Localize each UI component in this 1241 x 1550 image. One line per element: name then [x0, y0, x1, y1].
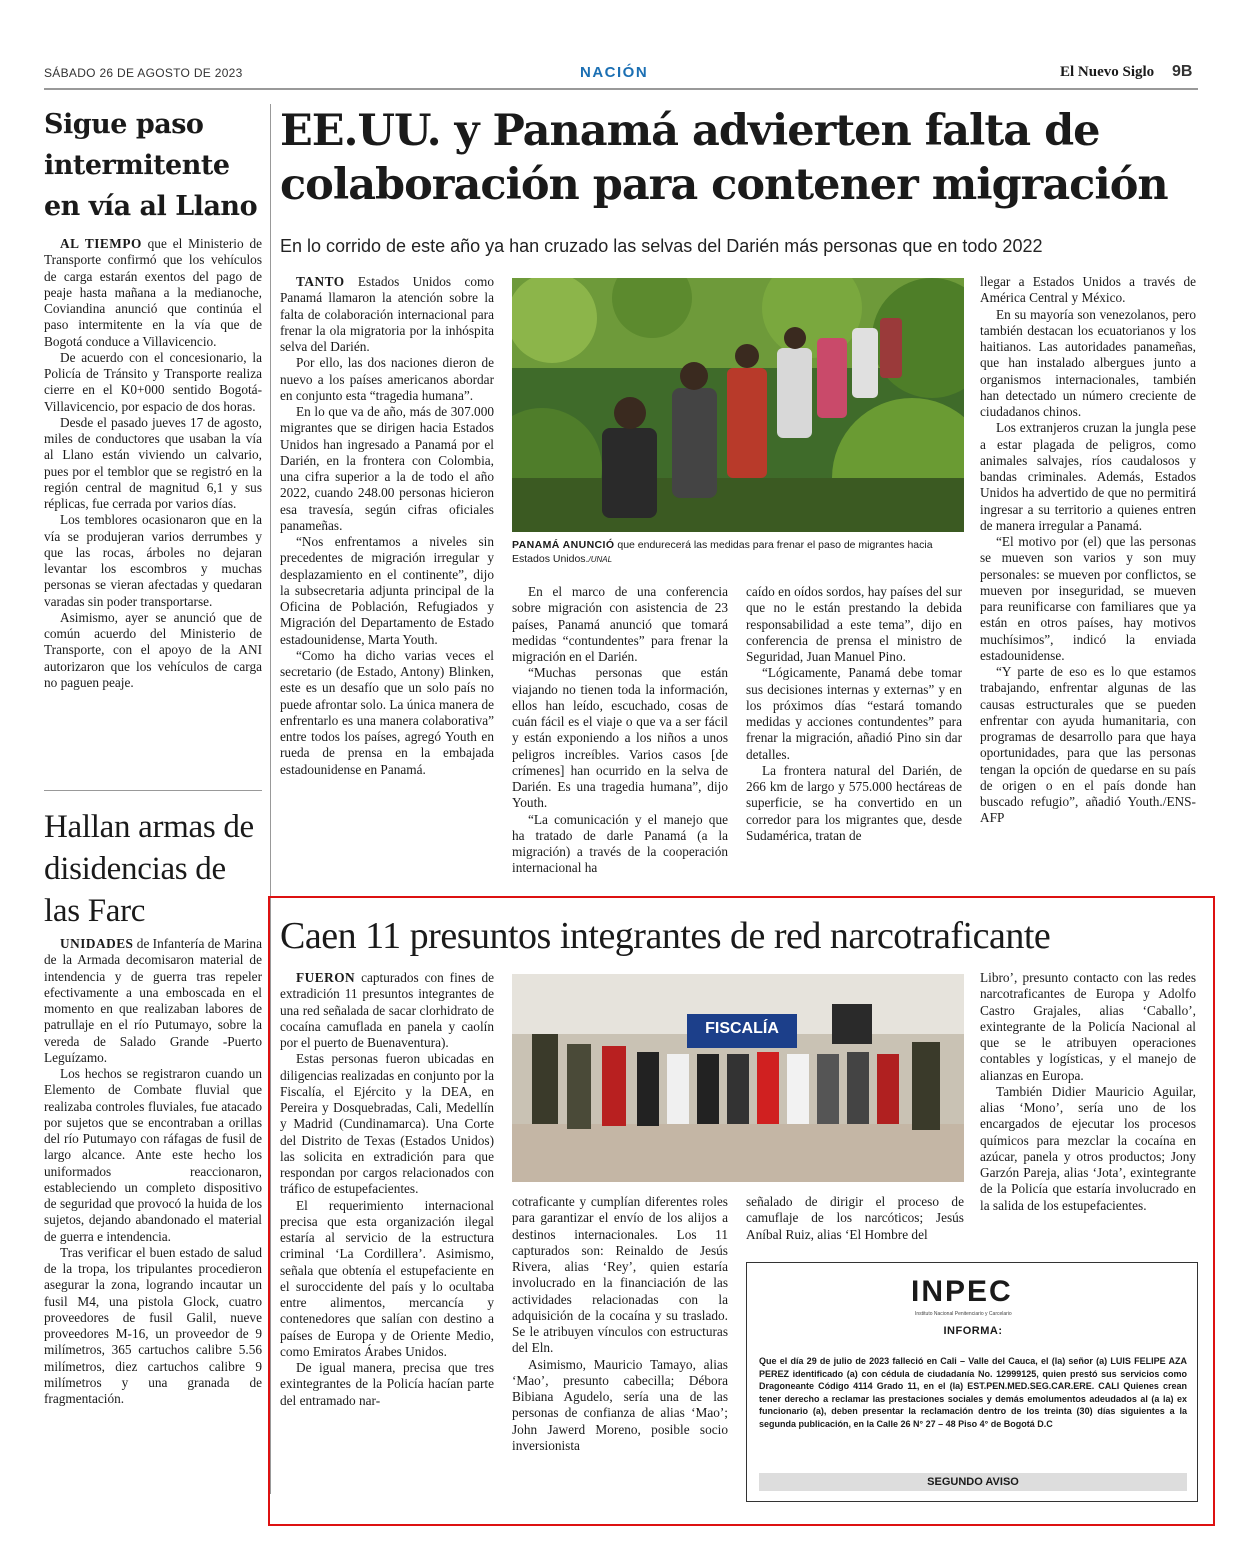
paragraph: De acuerdo con el concesionario, la Policía de Tránsito y Transporte realiza cierre en el K0+000 sentido Bogotá-Villavicencio, por espacio de dos horas. — [44, 349, 262, 414]
paragraph: “El motivo por (el) que las personas se mueven son varios y son muy personales: se mueven por conflictos, se mueven por inseguridad, se mueven para reunificarse con familiares que ya están en otros países, hay motivos muchísimos”, indicó la enviada estadounidense. — [980, 534, 1196, 663]
paragraph: De igual manera, precisa que tres exintegrantes de la Policía hacían parte del entramado nar- — [280, 1360, 494, 1408]
header-rule — [44, 88, 1198, 90]
caption-lead: PANAMÁ ANUNCIÓ — [512, 539, 615, 551]
newspaper-brand: El Nuevo Siglo — [1060, 64, 1155, 80]
paragraph: En su mayoría son venezolanos, pero también destacan los ecuatorianos y los haitianos. Las autoridades panameñas, que han instalado albergues junto a organismos internacionales, también han detectado un número creciente de ciudadanos chinos. — [980, 306, 1196, 419]
inpec-logo-subtitle: Instituto Nacional Penitenciario y Carcelario — [915, 1311, 1012, 1317]
paragraph: capturados con fines de extradición 11 presuntos integrantes de una red señalada de sacar clorhidrato de cocaína camuflada en panela y caolín por el puerto de Buenaventura). — [280, 970, 494, 1050]
main-headline: EE.UU. y Panamá advierten falta de colaboración para contener migración — [280, 106, 1168, 210]
story-headline: Caen 11 presuntos integrantes de red narcotraficante — [280, 915, 1051, 957]
main-subheadline: En lo corrido de este año ya han cruzado las selvas del Darién más personas que en todo 2022 — [280, 236, 1043, 256]
notice-heading: INFORMA: — [943, 1325, 1003, 1337]
lead-word: AL TIEMPO — [60, 236, 142, 251]
paragraph: La frontera natural del Darién, de 266 km de largo y 575.000 hectáreas de superficie, se ha convertido en un corredor para los migrantes que, desde Sudamérica, tratan de — [746, 762, 962, 843]
lead-word: FUERON — [296, 970, 356, 985]
paragraph: También Didier Mauricio Aguilar, alias ‘Mono’, sería uno de los encargados de ejecutar los procesos químicos para mezclar la cocaína en azúcar, panela y otros productos; Jony Garzón Pareja, alias ‘Jota’, exintegrante de la Policía que estaría involucrado en la salida de los estupefacientes. — [980, 1083, 1196, 1213]
paragraph: Asimismo, Mauricio Tamayo, alias ‘Mao’, presunto cabecilla; Débora Bibiana Agudelo, sería una de las personas de confianza de alias ‘Mao’; John Jawerd Moreno, posible socio inversionista — [512, 1356, 728, 1453]
column-divider — [44, 790, 262, 791]
inpec-logo: INPEC — [911, 1275, 1013, 1308]
paragraph: “Y parte de eso es lo que estamos trabajando, enfrentar algunas de las causas estructurales que se pueden enfrentar con ayuda humanitaria, con programas de desarrollo para que haya oportunidades, para que las personas tengan la opción de quedarse en su país de origen o en el país donde han buscado refugio”, añadió Youth./ENS-AFP — [980, 664, 1196, 826]
paragraph: Tras verificar el buen estado de salud de la tropa, los tripulantes procedieron asegurar la zona, logrando incautar un fusil M4, una pistola Glock, cuatro proveedores de fusil Galil, nueve proveedores M-16, un proveedor de 9 milímetros, 365 cartuchos calibre 5.56 milímetros, diez cartuchos calibre 9 milímetros y una granada de fragmentación. — [44, 1244, 262, 1406]
paragraph: Por ello, las dos naciones dieron de nuevo a los países americanos abordar en conjunto esta “tragedia humana”. — [280, 355, 494, 403]
paragraph: Estados Unidos como Panamá llamaron la atención sobre la falta de colaboración internacional para frenar la ola migratoria por la inhóspita selva del Darién. — [280, 274, 494, 354]
story-headline: Sigue paso intermitente en vía al Llano — [44, 109, 258, 222]
paragraph: llegar a Estados Unidos a través de América Central y México. — [980, 274, 1196, 306]
lead-word: UNIDADES — [60, 936, 134, 951]
story-body — [44, 236, 262, 816]
story-column — [512, 584, 728, 890]
paragraph: En lo que va de año, más de 307.000 migrantes que se dirigen hacia Estados Unidos han ingresado a Panamá por el Darién, en la frontera con Colombia, una cifra superior a la de todo el año 2022, cuando 248.00 personas hicieron esa travesía, según cifras oficiales panameñas. — [280, 404, 494, 533]
notice-text: Que el día 29 de julio de 2023 falleció en Cali – Valle del Cauca, el (la) señor (a) LUIS FELIPE AZA PEREZ identificado (a) con cédula de ciudadanía No. 12999125, quien prestó sus servicios como Dragoneante Código 4114 Grado 11, en el (la) EST.PEN.MED.SEG.CAR.ERE. CALI Quienes crean tener derecho a reclamar las prestaciones sociales y demás emolumentos adeudados al (a la) ex funcionario (a), deben presentar la reclamación dentro de los treinta (30) días siguientes a la segunda publicación, en la Calle 26 N° 27 – 48 Piso 4° de Bogotá D.C — [759, 1356, 1187, 1429]
story-column — [746, 1194, 964, 1254]
section-name: NACIÓN — [580, 64, 649, 81]
paragraph: Libro’, presunto contacto con las redes narcotraficantes de Europa y Adolfo Castro Grajales, alias ‘Caballo’, exintegrante de la Policía Nacional al que se le atribuyen operaciones contables y logísticas, y el manejo de alianzas en Europa. — [980, 970, 1196, 1083]
story-column — [280, 970, 494, 1510]
paragraph: que el Ministerio de Transporte confirmó que los vehículos de carga estarán exentos del pago de peaje hasta mañana a la medianoche, Coviandina anunció que continúa el paso intermitente en la vía que de Bogotá conduce a Villavicencio. — [44, 236, 262, 349]
photo-sign-text: FISCALÍA — [705, 1020, 779, 1037]
story-column — [980, 970, 1196, 1250]
photo-credit: /UNAL — [588, 555, 613, 564]
story-body — [44, 936, 262, 1496]
paragraph: señalado de dirigir el proceso de camuflaje de los narcóticos; Jesús Aníbal Ruiz, alias ‘El Hombre del — [746, 1194, 964, 1242]
paragraph: Los hechos se registraron cuando un Elemento de Combate fluvial que realizaba controles fluviales, fue atacado por sujetos que se encontraban a orillas del río Putumayo con ráfagas de fusil de largo alcance. Ante este hecho los uniformados reaccionaron, estableciendo un completo dispositivo de seguridad que provocó la huida de los sujetos, dejando abandonado el material de guerra e intendencia. — [44, 1066, 262, 1244]
paragraph: cotraficante y cumplían diferentes roles para garantizar el envío de los alijos a destinos internacionales. Los 11 capturados son: Reinaldo de Jesús Rivera, alias ‘Rey’, quien estaría involucrado en la financiación de las actividades relacionadas con la adquisición de la cocaína y su traslado. Se le atribuyen vínculos con estructuras del Eln. — [512, 1194, 728, 1356]
paragraph: “La comunicación y el manejo que ha tratado de darle Panamá (a la migración) a través de la cooperación internacional ha — [512, 811, 728, 876]
story-column — [746, 584, 962, 890]
notice-footer: SEGUNDO AVISO — [759, 1473, 1187, 1491]
paragraph: Los temblores ocasionaron que en la vía se produjeran varios derrumbes y que las rocas, árboles no dejaran levantar los escombros y muchas personas se vieran afectadas y quedaran varadas sin poder transportarse. — [44, 512, 262, 609]
caption-text: que endurecerá las medidas para frenar el paso de migrantes hacia Estados Unidos. — [512, 539, 933, 565]
lead-word: TANTO — [296, 274, 345, 289]
paragraph: Estas personas fueron ubicadas en diligencias realizadas en conjunto por la Fiscalía, el Ejército y la DEA, en Pereira y Dosquebradas, Cali, Medellín y Madrid (Cundinamarca). Una Corte del Distrito de Texas (Estados Unidos) las solicita en extradición para que respondan por cargos relacionados con tráfico de estupefacientes. — [280, 1051, 494, 1197]
paragraph: “Lógicamente, Panamá debe tomar sus decisiones internas y externas” y en los próximos días “estará tomando medidas y acciones contundentes” para frenar la migración, añadió Pino sin dar detalles. — [746, 665, 962, 762]
inpec-notice — [746, 1262, 1198, 1502]
arrests-photo — [512, 974, 964, 1182]
story-headline: Hallan armas de disidencias de las Farc — [44, 809, 254, 929]
paragraph: En el marco de una conferencia sobre migración con asistencia de 23 países, Panamá anunció que tomará medidas “contundentes” para frenar la migración en el Darién. — [512, 584, 728, 664]
photo-caption — [512, 538, 964, 567]
paragraph: Desde el pasado jueves 17 de agosto, miles de conductores que usaban la vía al Llano están viviendo un calvario, pues por el temblor que se registró en la región central de magnitud 6,1 y sus réplicas, fue cerrada por varios días. — [44, 414, 262, 511]
paragraph: de Infantería de Marina de la Armada decomisaron material de intendencia y de guerra tras repeler efectivamente a una emboscada en el momento en que realizaban labores de patrullaje en el río Putumayo, sobre la vereda de Salado Grande -Puerto Leguízamo. — [44, 936, 262, 1065]
paragraph: Asimismo, ayer se anunció que de común acuerdo del Ministerio de Transporte, con el apoyo de la ANI autorizaron que los vehículos de carga no paguen peaje. — [44, 609, 262, 690]
paragraph: El requerimiento internacional precisa que esta organización ilegal estaría al servicio de la estructura criminal ‘La Cordillera’. Asimismo, señala que obtenía el estupefaciente en el suroccidente del país y lo ocultaba entre alimentos, mercancía y contenedores que salían con destino a países de Europa y de Oriente Medio, como Emiratos Árabes Unidos. — [280, 1197, 494, 1359]
paragraph: Los extranjeros cruzan la jungla pese a estar plagada de peligros, como animales salvajes, ríos caudalosos y bandas criminales. Además, Estados Unidos ha advertido de que no permitirá ingresar a su territorio a quienes entren de manera irregular a Panamá. — [980, 420, 1196, 533]
story-column — [980, 274, 1196, 890]
paragraph: “Nos enfrentamos a niveles sin precedentes de migración irregular y desplazamiento en el continente”, dijo la subsecretaria adjunta principal de la Oficina de Población, Refugiados y Migración del Departamento de Estado estadounidense, Marta Youth. — [280, 534, 494, 647]
migrants-photo — [512, 278, 964, 532]
paragraph: “Muchas personas que están viajando no tienen toda la información, ellos han leído, escuchado, cosas de cuán fácil es el viaje o que va a ser fácil y están exponiendo a los niños a unos peligros increíbles. Varios casos [de crímenes] han ocurrido en la selva de Darién. Es una tragedia humana”, dijo Youth. — [512, 665, 728, 811]
story-column — [512, 1194, 728, 1510]
issue-date: SÁBADO 26 DE AGOSTO DE 2023 — [44, 66, 243, 80]
paragraph: “Como ha dicho varias veces el secretario (de Estado, Antony) Blinken, este es un desafío que un solo país no puede afrontar solo. La única manera de enfrentarlo es una manera colaborativa” entre todos los países, agregó Youth en rueda de prensa en la embajada estadounidense en Panamá. — [280, 647, 494, 777]
page-number: 9B — [1172, 63, 1193, 80]
paragraph: caído en oídos sordos, hay países del sur que no le están prestando la debida responsabilidad a este tema”, dijo en conferencia de prensa el ministro de Seguridad, Juan Manuel Pino. — [746, 584, 962, 664]
story-column — [280, 274, 494, 890]
